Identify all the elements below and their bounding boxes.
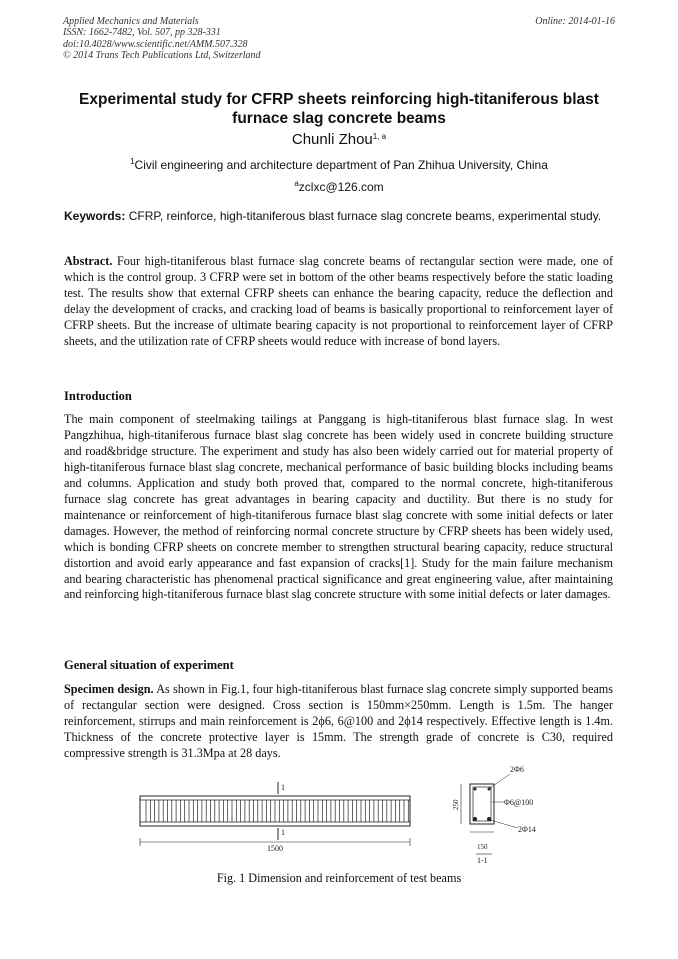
email — [50, 180, 628, 194]
introduction-text: The main component of steelmaking tailings at Panggang is high-titaniferous blast furnace slag. In west Pangzhihua, high-titaniferous furnace blast slag concrete has been widely used in concrete building structure and road&bridge structure. The experiment and study has also been widely carried out for material property of high-titaniferous furnace blast slag concrete, mechanical performance of basic building blocks including beams and columns. Application and study both proved that, compared to the normal concrete, high-titaniferous furnace slag concrete has great advantages in bearing capacity and ductility. But there is no study for maintenance or reinforcement of high-titaniferous furnace blast slag concrete with some initial defects or later damages. However, the method of reinforcing normal concrete structure by CFRP sheets has been widely used, which is bonding CFRP sheets on concrete member to strengthen structural bearing capacity, reduce structural distortion and avoid early appearance and fast expansion of cracks[1]. Study for the main failure mechanism and bearing characteristic has phenomenal practical significance and great engineering value, after maintaining and reinforcing high-titaniferous furnace blast slag concrete structure with some initial defects or later damages. — [64, 412, 613, 602]
abstract-text: Four high-titaniferous blast furnace slag concrete beams of rectangular section were made, one of which is the control group. 3 CFRP were set in bottom of the other beams respectively before the static loading test. The results show that external CFRP sheets can enhance the bearing capacity, reduce the deflection and delay the development of cracks, and cracking load of beams is basically proportional to reinforcement layer of CFRP sheets. But the increase of ultimate bearing capacity is not proportional to reinforcement layer of CFRP sheets, and the utilization rate of CFRP sheets would reduce with increase of bond layers. — [64, 254, 613, 348]
section-mark-bottom: 1 — [281, 828, 285, 837]
journal-name: Applied Mechanics and Materials — [63, 16, 199, 27]
label-bottom-bars: 2Φ14 — [518, 825, 536, 834]
specimen-design — [64, 682, 613, 762]
abstract-label: Abstract. — [64, 254, 113, 268]
affiliation-sup: 1 — [130, 157, 135, 166]
email-sup: a — [294, 179, 299, 188]
copyright-line: © 2014 Trans Tech Publications Ltd, Switzerland — [63, 49, 261, 61]
top-bar-left — [474, 788, 477, 791]
keywords-text: CFRP, reinforce, high-titaniferous blast furnace slag concrete beams, experimental study. — [128, 209, 602, 223]
specimen-label: Specimen design. — [64, 682, 154, 696]
figure-caption: Fig. 1 Dimension and reinforcement of test beams — [216, 871, 462, 885]
label-top-bars: 2Φ6 — [510, 765, 524, 774]
specimen-text: As shown in Fig.1, four high-titaniferous blast furnace slag concrete simply supported beams of rectangular section were designed. Cross section is 150mm×250mm. Length is 1.5m. The hanger reinforcement, stirrups and main reinforcement is 2ϕ6, 6@100 and 2ϕ14 respectively. Effective length is 1.4m. Thickness of the concrete protective layer is 15mm. The strength grade of concrete is C30, required compressive strength is 31.3Mpa at 28 days. — [64, 682, 614, 760]
keywords — [64, 208, 613, 224]
section-mark-top: 1 — [281, 783, 285, 792]
leader-top-bars — [490, 774, 510, 788]
affiliation-text: Civil engineering and architecture department of Pan Zhihua University, China — [134, 158, 548, 172]
cross-section — [452, 765, 536, 865]
section-name: 1-1 — [477, 856, 488, 865]
author-name: Chunli Zhou — [291, 131, 373, 148]
general-heading: General situation of experiment — [64, 658, 234, 672]
author-sup: 1, a — [372, 132, 387, 141]
online-date: Online: 2014-01-16 — [535, 16, 615, 27]
journal-info — [63, 16, 261, 61]
stirrups — [146, 800, 408, 822]
figure-beam-drawing — [130, 762, 560, 870]
paper-title: Experimental study for CFRP sheets reinforcing high-titaniferous blast furnace slag concrete beams — [79, 91, 599, 127]
section-stirrup — [473, 787, 491, 821]
author-line — [50, 131, 628, 148]
issn-line: ISSN: 1662-7482, Vol. 507, pp 328-331 — [63, 27, 221, 39]
doi-line: doi:10.4028/www.scientific.net/AMM.507.328 — [63, 38, 248, 50]
section-width-label: 150 — [477, 843, 488, 851]
abstract — [64, 254, 613, 350]
beam-elevation — [140, 782, 410, 853]
beam-length-label: 1500 — [267, 844, 283, 853]
introduction-heading: Introduction — [64, 389, 132, 403]
affiliation — [50, 158, 628, 172]
section-height-label: 250 — [452, 799, 460, 810]
bottom-bar-left — [473, 817, 477, 821]
label-stirrups: Φ6@100 — [504, 798, 534, 807]
bottom-bar-right — [487, 817, 491, 821]
email-text: zclxc@126.com — [298, 180, 384, 194]
keywords-label: Keywords: — [64, 209, 126, 223]
